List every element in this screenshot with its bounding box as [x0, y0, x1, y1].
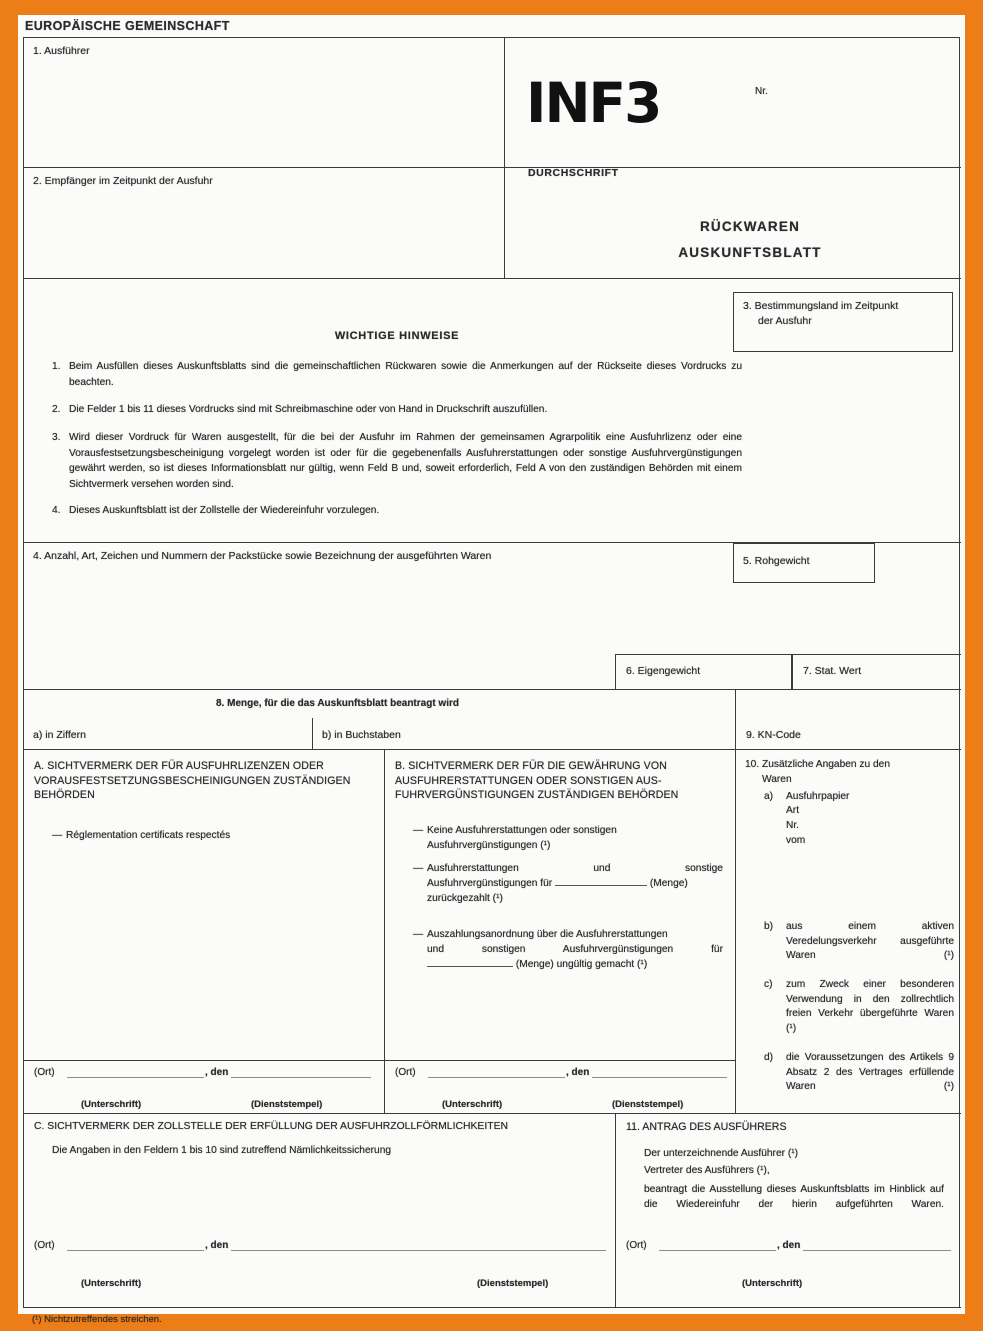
- field-11-line-2: Vertreter des Ausführers (¹),: [644, 1165, 770, 1176]
- number-label: Nr.: [755, 86, 768, 97]
- dash-icon: —: [413, 863, 424, 874]
- dash-icon: —: [413, 929, 424, 940]
- section-c-den-label: , den: [205, 1240, 229, 1251]
- section-b-bullet-2-part-b: und: [593, 863, 611, 874]
- section-c-heading: C. SICHTVERMERK DER ZOLLSTELLE DER ERFÜLLUNG DER AUSFUHRZOLLFÖRMLICHKEITEN: [34, 1121, 509, 1132]
- section-a-stamp-caption: (Dienststempel): [251, 1099, 323, 1110]
- field-10-item-c-label: c): [764, 979, 773, 990]
- note-3-text: Wird dieser Vordruck für Waren ausgestellt, für die bei der Ausfuhr im Rahmen der gemeinsamen Agrarpolitik eine Ausfuhrlizenz oder eine Vorausfestsetzungsbescheinigung vorgelegt worden ist oder für die gegebenenfalls Ausfuhrerstattungen oder sonstige Ausfuhrvergünstigungen gewährt werden, so ist dieses Informationsblatt nur gültig, wenn Feld B und, soweit erforderlich, Feld A von den zuständigen Behörden mit einem Sichtvermerk versehen worden sind.: [69, 432, 742, 490]
- field-10-item-b-label: b): [764, 921, 774, 932]
- note-4-text: Dieses Auskunftsblatt ist der Zollstelle der Wiedereinfuhr vorzulegen.: [69, 505, 380, 516]
- field-10-item-a-line-2: Art: [786, 805, 800, 816]
- field-10-item-d-text: die Voraussetzungen des Artikels 9 Absatz 2 des Vertrages erfüllende Waren (¹): [786, 1052, 954, 1092]
- section-b-quantity-line-2[interactable]: [427, 966, 513, 967]
- section-a-ort-label: (Ort): [34, 1067, 55, 1078]
- section-b-date-line[interactable]: [592, 1077, 727, 1078]
- footnote: (¹) Nichtzutreffendes streichen.: [32, 1314, 162, 1325]
- field-8a-label: a) in Ziffern: [33, 729, 86, 741]
- section-b-bullet-3: [413, 927, 723, 972]
- field-2-label: 2. Empfänger im Zeitpunkt der Ausfuhr: [33, 175, 213, 187]
- field-8a-8b-divider: [312, 718, 313, 750]
- section-b-den-label: , den: [566, 1067, 590, 1078]
- section-b-bullet-2-part-c: sonstige: [685, 863, 723, 874]
- section-c-ort-line[interactable]: [67, 1250, 204, 1251]
- field-11-ort-label: (Ort): [626, 1240, 647, 1251]
- section-b-heading: B. SICHTVERMERK DER FÜR DIE GEWÄHRUNG VON AUSFUHRERSTATTUNGEN ODER SONSTIGEN AUS-FUHRVERGÜNSTIGUNGEN ZUSTÄNDIGEN BEHÖRDEN: [395, 760, 679, 801]
- field-10-item-a-line-3: Nr.: [786, 820, 800, 831]
- section-b-stamp-caption: (Dienststempel): [612, 1099, 684, 1110]
- section-b-bullet-3-part-c: sonstigen: [481, 944, 526, 955]
- section-b-bullet-3-part-f: (Menge) ungültig gemacht (¹): [515, 959, 648, 970]
- section-b-quantity-line-1[interactable]: [555, 885, 647, 886]
- community-heading: EUROPÄISCHE GEMEINSCHAFT: [25, 19, 230, 33]
- section-a-ort-line[interactable]: [67, 1077, 204, 1078]
- note-item-2: [52, 402, 742, 418]
- field-10-item-c: [764, 978, 954, 1036]
- dash-icon: —: [413, 825, 424, 836]
- field-11-heading: 11. ANTRAG DES AUSFÜHRERS: [626, 1121, 787, 1133]
- field-11-signature-caption: (Unterschrift): [742, 1278, 803, 1289]
- section-a-heading: A. SICHTVERMERK DER FÜR AUSFUHRLIZENZEN ODER VORAUSFESTSETZUNGSBESCHEINIGUNGEN ZUSTÄNDIGEN BEHÖRDEN: [34, 760, 351, 801]
- important-notes-title: WICHTIGE HINWEISE: [334, 330, 460, 342]
- field-6-label: 6. Eigengewicht: [626, 665, 701, 677]
- field-10-item-d: [764, 1051, 954, 1095]
- note-item-4: [52, 503, 742, 519]
- form-title: [513, 214, 987, 266]
- field-11-ort-line[interactable]: [659, 1250, 776, 1251]
- field-8b-label: b) in Buchstaben: [322, 729, 401, 741]
- section-b-bullet-3-text: [427, 927, 723, 972]
- section-b-bullet-1: [413, 823, 723, 853]
- field-10-item-b: [764, 920, 954, 964]
- note-3-number: 3.: [52, 432, 61, 443]
- field-10-item-b-text: aus einem aktiven Veredelungsverkehr ausgeführte Waren (¹): [786, 921, 954, 961]
- field-1-exporter-box[interactable]: [24, 38, 505, 168]
- field-11-date-line[interactable]: [803, 1250, 951, 1251]
- form-frame: [23, 37, 960, 1325]
- section-c-stamp-caption: (Dienststempel): [477, 1278, 549, 1289]
- field-8-9-block: [24, 690, 961, 750]
- form-code-inf3: INF3: [526, 71, 661, 135]
- copy-label: DURCHSCHRIFT: [528, 167, 619, 179]
- section-b-signature-caption: (Unterschrift): [442, 1099, 503, 1110]
- note-item-3: [52, 430, 742, 492]
- field-3-label-line-1: 3. Bestimmungsland im Zeitpunkt: [743, 300, 899, 312]
- form-sheet: [18, 15, 965, 1325]
- section-a-den-label: , den: [205, 1067, 229, 1078]
- field-10-item-a-line-4: vom: [786, 835, 806, 846]
- field-10-heading-line-1: 10. Zusätzliche Angaben zu den: [745, 759, 890, 770]
- section-c-ort-label: (Ort): [34, 1240, 55, 1251]
- section-b-bullet-3-part-b: und: [427, 944, 444, 955]
- dash-icon: —: [52, 830, 63, 841]
- field-10-heading-line-2: Waren: [762, 774, 792, 785]
- section-b-bullet-2-part-a: Ausfuhrerstattungen: [427, 863, 519, 874]
- note-2-text: Die Felder 1 bis 11 dieses Vordrucks sind mit Schreibmaschine oder von Hand in Druckschrift auszufüllen.: [69, 404, 548, 415]
- field-9-divider: [735, 690, 736, 750]
- field-10-item-a: [764, 790, 954, 805]
- note-1-number: 1.: [52, 361, 61, 372]
- field-11-den-label: , den: [777, 1240, 801, 1251]
- section-b-bullet-3-part-d: Ausfuhrvergünstigungen: [562, 944, 674, 955]
- section-b-ort-line[interactable]: [428, 1077, 565, 1078]
- section-b-bullet-3-part-e: für: [711, 944, 723, 955]
- section-b-bullet-3-part-a: Auszahlungsanordnung über die Ausfuhrerstattungen: [427, 929, 668, 940]
- field-4-label: 4. Anzahl, Art, Zeichen und Nummern der Packstücke sowie Bezeichnung der ausgeführten Waren: [33, 550, 492, 562]
- field-5-label: 5. Rohgewicht: [743, 555, 810, 567]
- section-a-bullet-1-text: Réglementation certificats respectés: [66, 830, 231, 841]
- section-a-signature-caption: (Unterschrift): [81, 1099, 142, 1110]
- form-title-line-2: AUSKUNFTSBLATT: [678, 245, 822, 260]
- section-a-date-line[interactable]: [231, 1077, 371, 1078]
- section-b-10-divider: [735, 750, 736, 1114]
- field-11-line-3: beantragt die Ausstellung dieses Auskunftsblatts im Hinblick auf die Wiedereinfuhr der hierin aufgeführten Waren.: [644, 1184, 944, 1210]
- field-9-label: 9. KN-Code: [746, 729, 801, 741]
- field-11-line-1: Der unterzeichnende Ausführer (¹): [644, 1148, 799, 1159]
- note-item-1: [52, 359, 742, 390]
- section-b-bullet-2: [413, 861, 723, 906]
- section-c-signature-caption: (Unterschrift): [81, 1278, 142, 1289]
- section-a-bullet-1: [52, 828, 372, 843]
- section-b-bullet-1-text: Keine Ausfuhrerstattungen oder sonstigen Ausfuhrvergünstigungen (¹): [427, 825, 617, 851]
- note-1-text: Beim Ausfüllen dieses Auskunftsblatts sind die gemeinschaftlichen Rückwaren sowie die Anmerkungen auf der Rückseite dieses Vordrucks zu beachten.: [69, 361, 742, 388]
- field-10-item-a-label: a): [764, 791, 774, 802]
- section-b-bullet-2-part-e: (Menge): [649, 878, 688, 889]
- section-b-bullet-2-text: [427, 861, 723, 906]
- signature-rule-a-b: [24, 1060, 735, 1061]
- field-3-label-line-2: der Ausfuhr: [758, 315, 812, 327]
- note-4-number: 4.: [52, 505, 61, 516]
- field-10-item-c-text: zum Zweck einer besonderen Verwendung in den zollrechtlich freien Verkehr übergeführte Waren (¹): [786, 979, 954, 1034]
- field-1-label: 1. Ausführer: [33, 45, 90, 57]
- section-c-text: Die Angaben in den Feldern 1 bis 10 sind zutreffend Nämlichkeitssicherung: [52, 1145, 392, 1156]
- field-2-consignee-box[interactable]: [24, 168, 505, 279]
- section-c-field-11-divider: [615, 1114, 616, 1308]
- section-c-date-line[interactable]: [231, 1250, 606, 1251]
- note-2-number: 2.: [52, 404, 61, 415]
- section-b-bullet-2-part-f: zurückgezahlt (¹): [427, 893, 503, 904]
- field-7-label: 7. Stat. Wert: [803, 665, 862, 677]
- section-b-bullet-2-part-d: Ausfuhrvergünstigungen für: [427, 878, 553, 889]
- form-title-line-1: RÜCKWAREN: [699, 219, 801, 234]
- field-10-item-d-label: d): [764, 1052, 774, 1063]
- field-8-label: 8. Menge, für die das Auskunftsblatt beantragt wird: [216, 698, 459, 709]
- section-b-ort-label: (Ort): [395, 1067, 416, 1078]
- field-10-item-a-line-1: Ausfuhrpapier: [786, 791, 850, 802]
